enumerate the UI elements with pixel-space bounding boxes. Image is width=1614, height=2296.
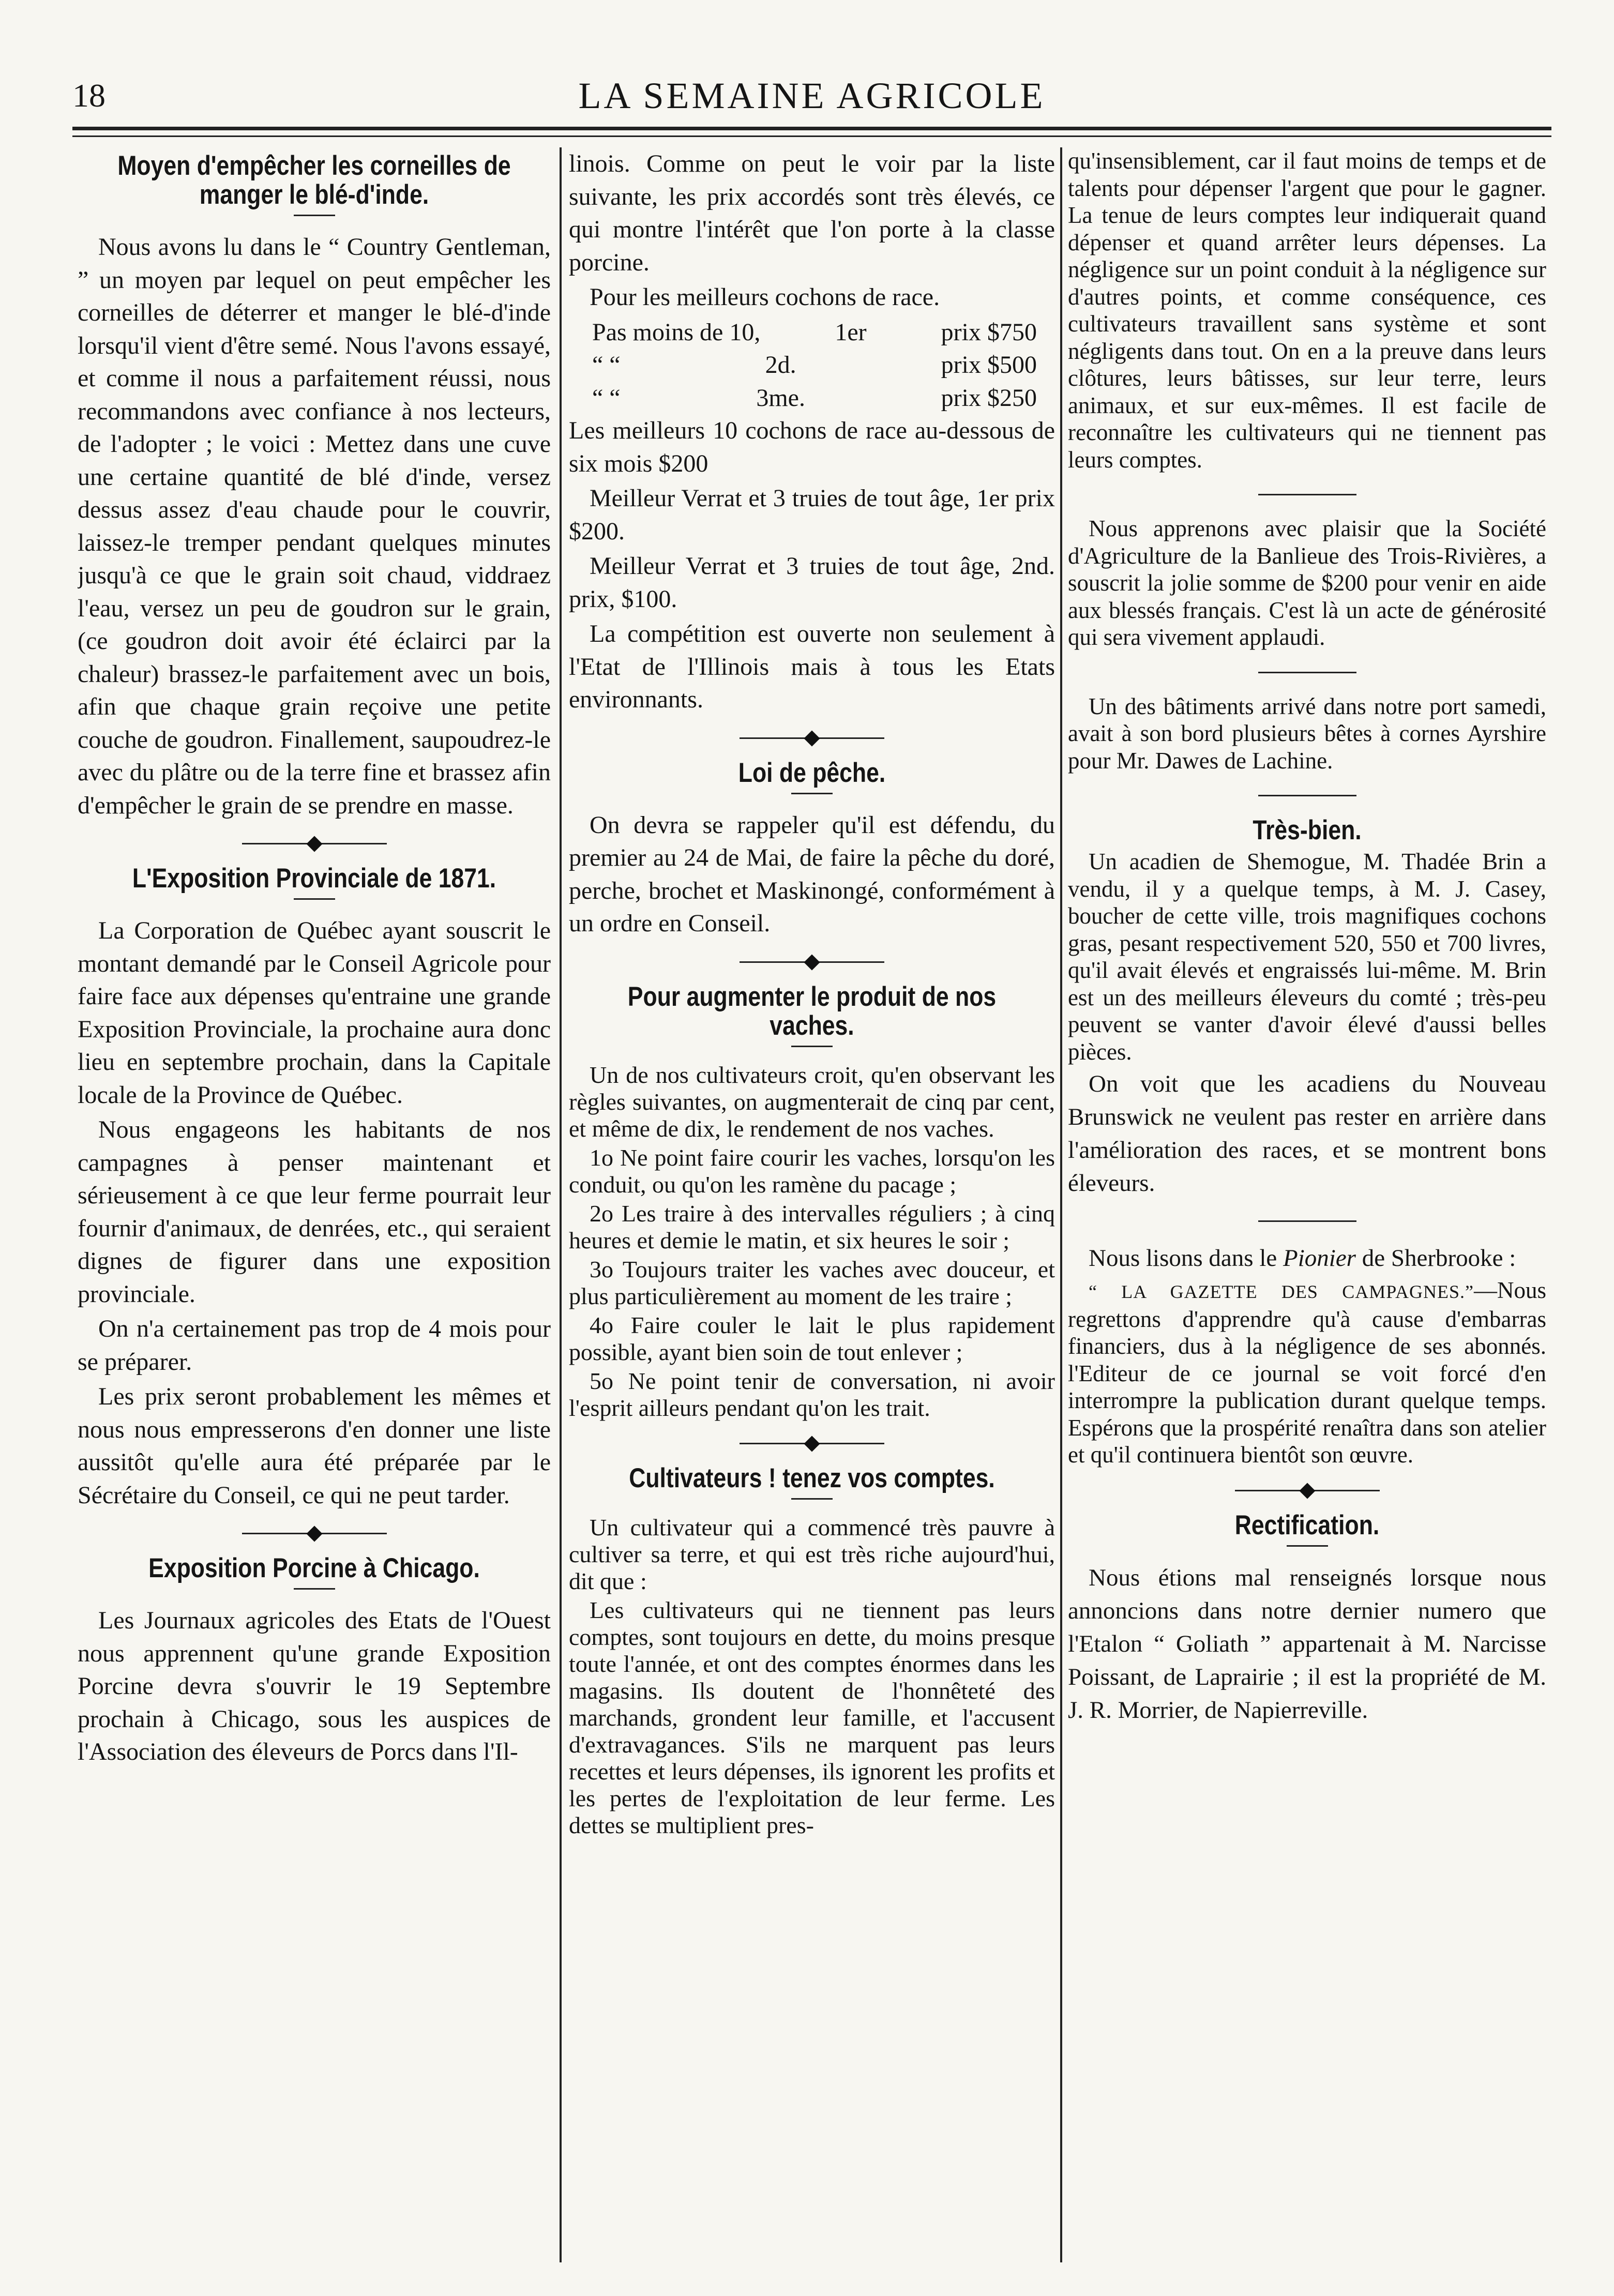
rule-item: 4o Faire couler le lait le plus rapidement possible, ayant bien soin de tout enlever ; [569,1311,1055,1365]
column-divider [560,147,562,2262]
price-verrat-first: Meilleur Verrat et 3 truies de tout âge, 1er prix $200. [569,485,1055,545]
newspaper-name: Pionier [1283,1245,1356,1272]
short-separator [1258,1220,1356,1222]
news-item-intro: Nous lisons dans le Pionier de Sherbrooke : [1089,1245,1516,1272]
title-dash [294,1588,335,1590]
title-dash [791,1498,833,1500]
article-paragraph: Un acadien de Shemogue, M. Thadée Brin a vendu, il y a quelque temps, à M. J. Casey, boucher de cette ville, trois magnifiques cochons gras, pesant respectivement 520, 550 et 700 livres, qu'il avait élevés et engraissés lui-même. M. Brin est un des meilleurs éleveurs du comté ; très-peu peuvent se vanter d'avoir élevé d'aussi belles pièces. [1068,849,1546,1065]
article-title-exposition-provinciale: L'Exposition Provinciale de 1871. [132,863,496,894]
article-paragraph: Nous avons lu dans le “ Country Gentleman, ” un moyen par lequel on peut empêcher les corneilles de déterrer et manger le blé-d'inde lorsqu'il vient d'être semé. Nous l'avons essayé, et comme il nous a parfaitement réussi, nous recommandons avec confiance à nos lecteurs, de l'adopter ; le voici : Mettez dans une cuve une certaine quantité de blé d'inde, versez dessus assez d'eau chaude pour le couvrir, laissez-le tremper pendant quelques minutes jusqu'à ce que le grain soit chaud, viddraez l'eau, versez un peu de goudron sur le grain, (ce goudron doit avoir été éclairci par la chaleur) brassez-le parfaitement avec un bois, afin que chaque grain reçoive une petite couche de goudron. Finallement, saupoudrez-le avec du plâtre ou de la terre fine et brassez afin d'empêcher le grain de se prendre en masse. [78,233,551,819]
title-dash [294,215,335,216]
article-paragraph: La compétition est ouverte non seulement à l'Etat de l'Illinois mais à tous les Etats environnants. [569,620,1055,713]
short-separator [1258,672,1356,673]
quoted-journal: “ LA GAZETTE DES CAMPAGNES.” [1089,1281,1474,1302]
title-dash [791,793,833,794]
article-paragraph: Les cultivateurs qui ne tiennent pas leurs comptes, sont toujours en dette, du moins presque toute l'année, et ont des comptes énormes dans les magasins. Ils doutent de l'honnêteté des marchands, grondent leur famille, et l'accusent d'extravagances. S'ils ne marquent pas leurs recettes et leurs dépenses, ils ignorent les profits et les pertes de l'exploitation de leur ferme. Les dettes se multiplient pres- [569,1596,1055,1838]
title-dash [791,1046,833,1047]
price-row: Pas moins de 10, 1er prix $750 [592,318,1037,346]
article-title-rectification: Rectification. [1234,1509,1380,1540]
article-paragraph: On n'a certainement pas trop de 4 mois pour se préparer. [78,1315,551,1376]
column-2 [569,147,1055,2252]
article-paragraph: Les Journaux agricoles des Etats de l'Ouest nous apprennent qu'une grande Exposition Porcine devra s'ouvrir le 19 Septembre prochain à Chicago, sous les auspices de l'Association des éleveurs de Porcs dans l'Il- [78,1607,551,1765]
short-separator [1258,494,1356,495]
article-paragraph: On devra se rappeler qu'il est défendu, du premier au 24 de Mai, de faire la pêche du doré, perche, brochet et Maskinongé, conformément à un ordre en Conseil. [569,811,1055,937]
article-separator [242,1527,387,1539]
header-rule-thin [72,135,1551,137]
rule-item: 1o Ne point faire courir les vaches, lorsqu'on les conduit, ou qu'on les ramène du pacage ; [569,1144,1055,1198]
article-paragraph: Nous étions mal renseignés lorsque nous annoncions dans notre dernier numero que l'Etalon “ Goliath ” appartenait à M. Narcisse Poissant, de Laprairie ; il est la propriété de M. J. R. Morrier, de Napierreville. [1068,1564,1546,1724]
header-rule [72,127,1551,130]
price-list-intro: Pour les meilleurs cochons de race. [590,283,940,311]
article-paragraph: Un de nos cultivateurs croit, qu'en observant les règles suivantes, on augmenterait de cinq par cent, et même de dix, le rendement de nos vaches. [569,1061,1055,1142]
rule-item: 2o Les traire à des intervalles réguliers ; à cinq heures et demie le matin, et six heures le soir ; [569,1200,1055,1253]
article-title-comptes: Cultivateurs ! tenez vos comptes. [629,1462,995,1493]
article-paragraph: La Corporation de Québec ayant souscrit le montant demandé par le Conseil Agricole pour faire face aux dépenses qu'entraine une grande Exposition Provinciale, la prochaine aura donc lieu en septembre prochain, dans la Capitale locale de la Province de Québec. [78,917,551,1109]
price-row: “ “ 3me. prix $250 [592,384,1037,412]
column-1 [78,147,551,2252]
article-separator [740,1437,884,1449]
article-separator [740,956,884,968]
price-verrat-second: Meilleur Verrat et 3 truies de tout âge, 2nd. prix, $100. [569,552,1055,613]
column-3 [1068,147,1546,2252]
masthead: LA SEMAINE AGRICOLE [578,75,1046,116]
rule-item: 3o Toujours traiter les vaches avec douceur, et plus particulièrement au moment de les traire ; [569,1256,1055,1309]
article-paragraph: linois. Comme on peut le voir par la liste suivante, les prix accordés sont très élevés, ce qui montre l'intérêt que l'on porte à la classe porcine. [569,150,1055,276]
price-best-ten: Les meilleurs 10 cochons de race au-dessous de six mois $200 [569,417,1055,477]
article-paragraph: On voit que les acadiens du Nouveau Brunswick ne veulent pas rester en arrière dans l'amélioration des races, et se montrent bons éleveurs. [1068,1070,1546,1197]
price-row: “ “ 2d. prix $500 [592,351,1037,379]
page-header [72,67,1551,129]
rule-item: 5o Ne point tenir de conversation, ni avoir l'esprit ailleurs pendant qu'on les trait. [569,1367,1055,1421]
article-paragraph: Un cultivateur qui a commencé très pauvre à cultiver sa terre, et qui est très riche aujourd'hui, dit que : [569,1514,1055,1594]
short-separator [1258,795,1356,796]
title-dash [1287,1545,1328,1547]
article-title-tres-bien: Très-bien. [1253,815,1362,845]
title-dash [294,898,335,900]
article-separator [242,837,387,850]
article-paragraph: qu'insensiblement, car il faut moins de temps et de talents pour dépenser l'argent que pour le gagner. La tenue de leurs comptes leur indiquerait quand dépenser et quand arrêter leurs dépenses. La négligence sur un point conduit à la négligence sur d'autres points, et comme conséquence, ces cultivateurs travaillent sans système et sont négligents dans tout. On en a la preuve dans leurs clôtures, leurs bâtisses, sur leur terre, leurs animaux, et sur eux-mêmes. Il est facile de reconnaître les cultivateurs qui ne tiennent pas leurs comptes. [1068,148,1546,473]
news-item: Nous apprenons avec plaisir que la Société d'Agriculture de la Banlieue des Trois-Rivières, a souscrit la jolie somme de $200 pour venir en aide aux blessés français. C'est là un acte de générosité qui sera vivement applaudi. [1068,516,1546,650]
article-title-loi-peche: Loi de pêche. [738,757,886,788]
article-separator [740,732,884,744]
news-item: Un des bâtiments arrivé dans notre port samedi, avait à son bord plusieurs bêtes à cornes Ayrshire pour Mr. Dawes de Lachine. [1068,693,1546,774]
article-separator [1235,1484,1380,1497]
page-number: 18 [72,77,105,114]
article-title-corneilles: Moyen d'empêcher les corneilles de manger le blé-d'inde. [117,150,511,210]
article-title-exposition-porcine: Exposition Porcine à Chicago. [148,1553,480,1583]
article-paragraph: Nous engageons les habitants de nos campagnes à penser maintenant et sérieusement à ce que leur ferme pourrait leur fournir d'animaux, de denrées, etc., qui seraient dignes de figurer dans une exposition provinciale. [78,1116,551,1308]
article-title-vaches: Pour augmenter le produit de nos vaches. [627,981,997,1041]
column-divider [1060,147,1062,2262]
news-quote: “ LA GAZETTE DES CAMPAGNES.”—Nous regrettons d'apprendre qu'à cause d'embarras financiers, dus à la négligence de ses abonnés. l'Editeur de ce journal se voit forcé d'en interrompre la publication durant quelque temps. Espérons que la prospérité renaîtra dans son atelier et qu'il continuera bientôt son œuvre. [1068,1277,1546,1468]
article-paragraph: Les prix seront probablement les mêmes et nous nous empresserons d'en donner une liste aussitôt qu'elle aura été préparée par le Sécrétaire du Conseil, ce qui ne peut tarder. [78,1383,551,1509]
